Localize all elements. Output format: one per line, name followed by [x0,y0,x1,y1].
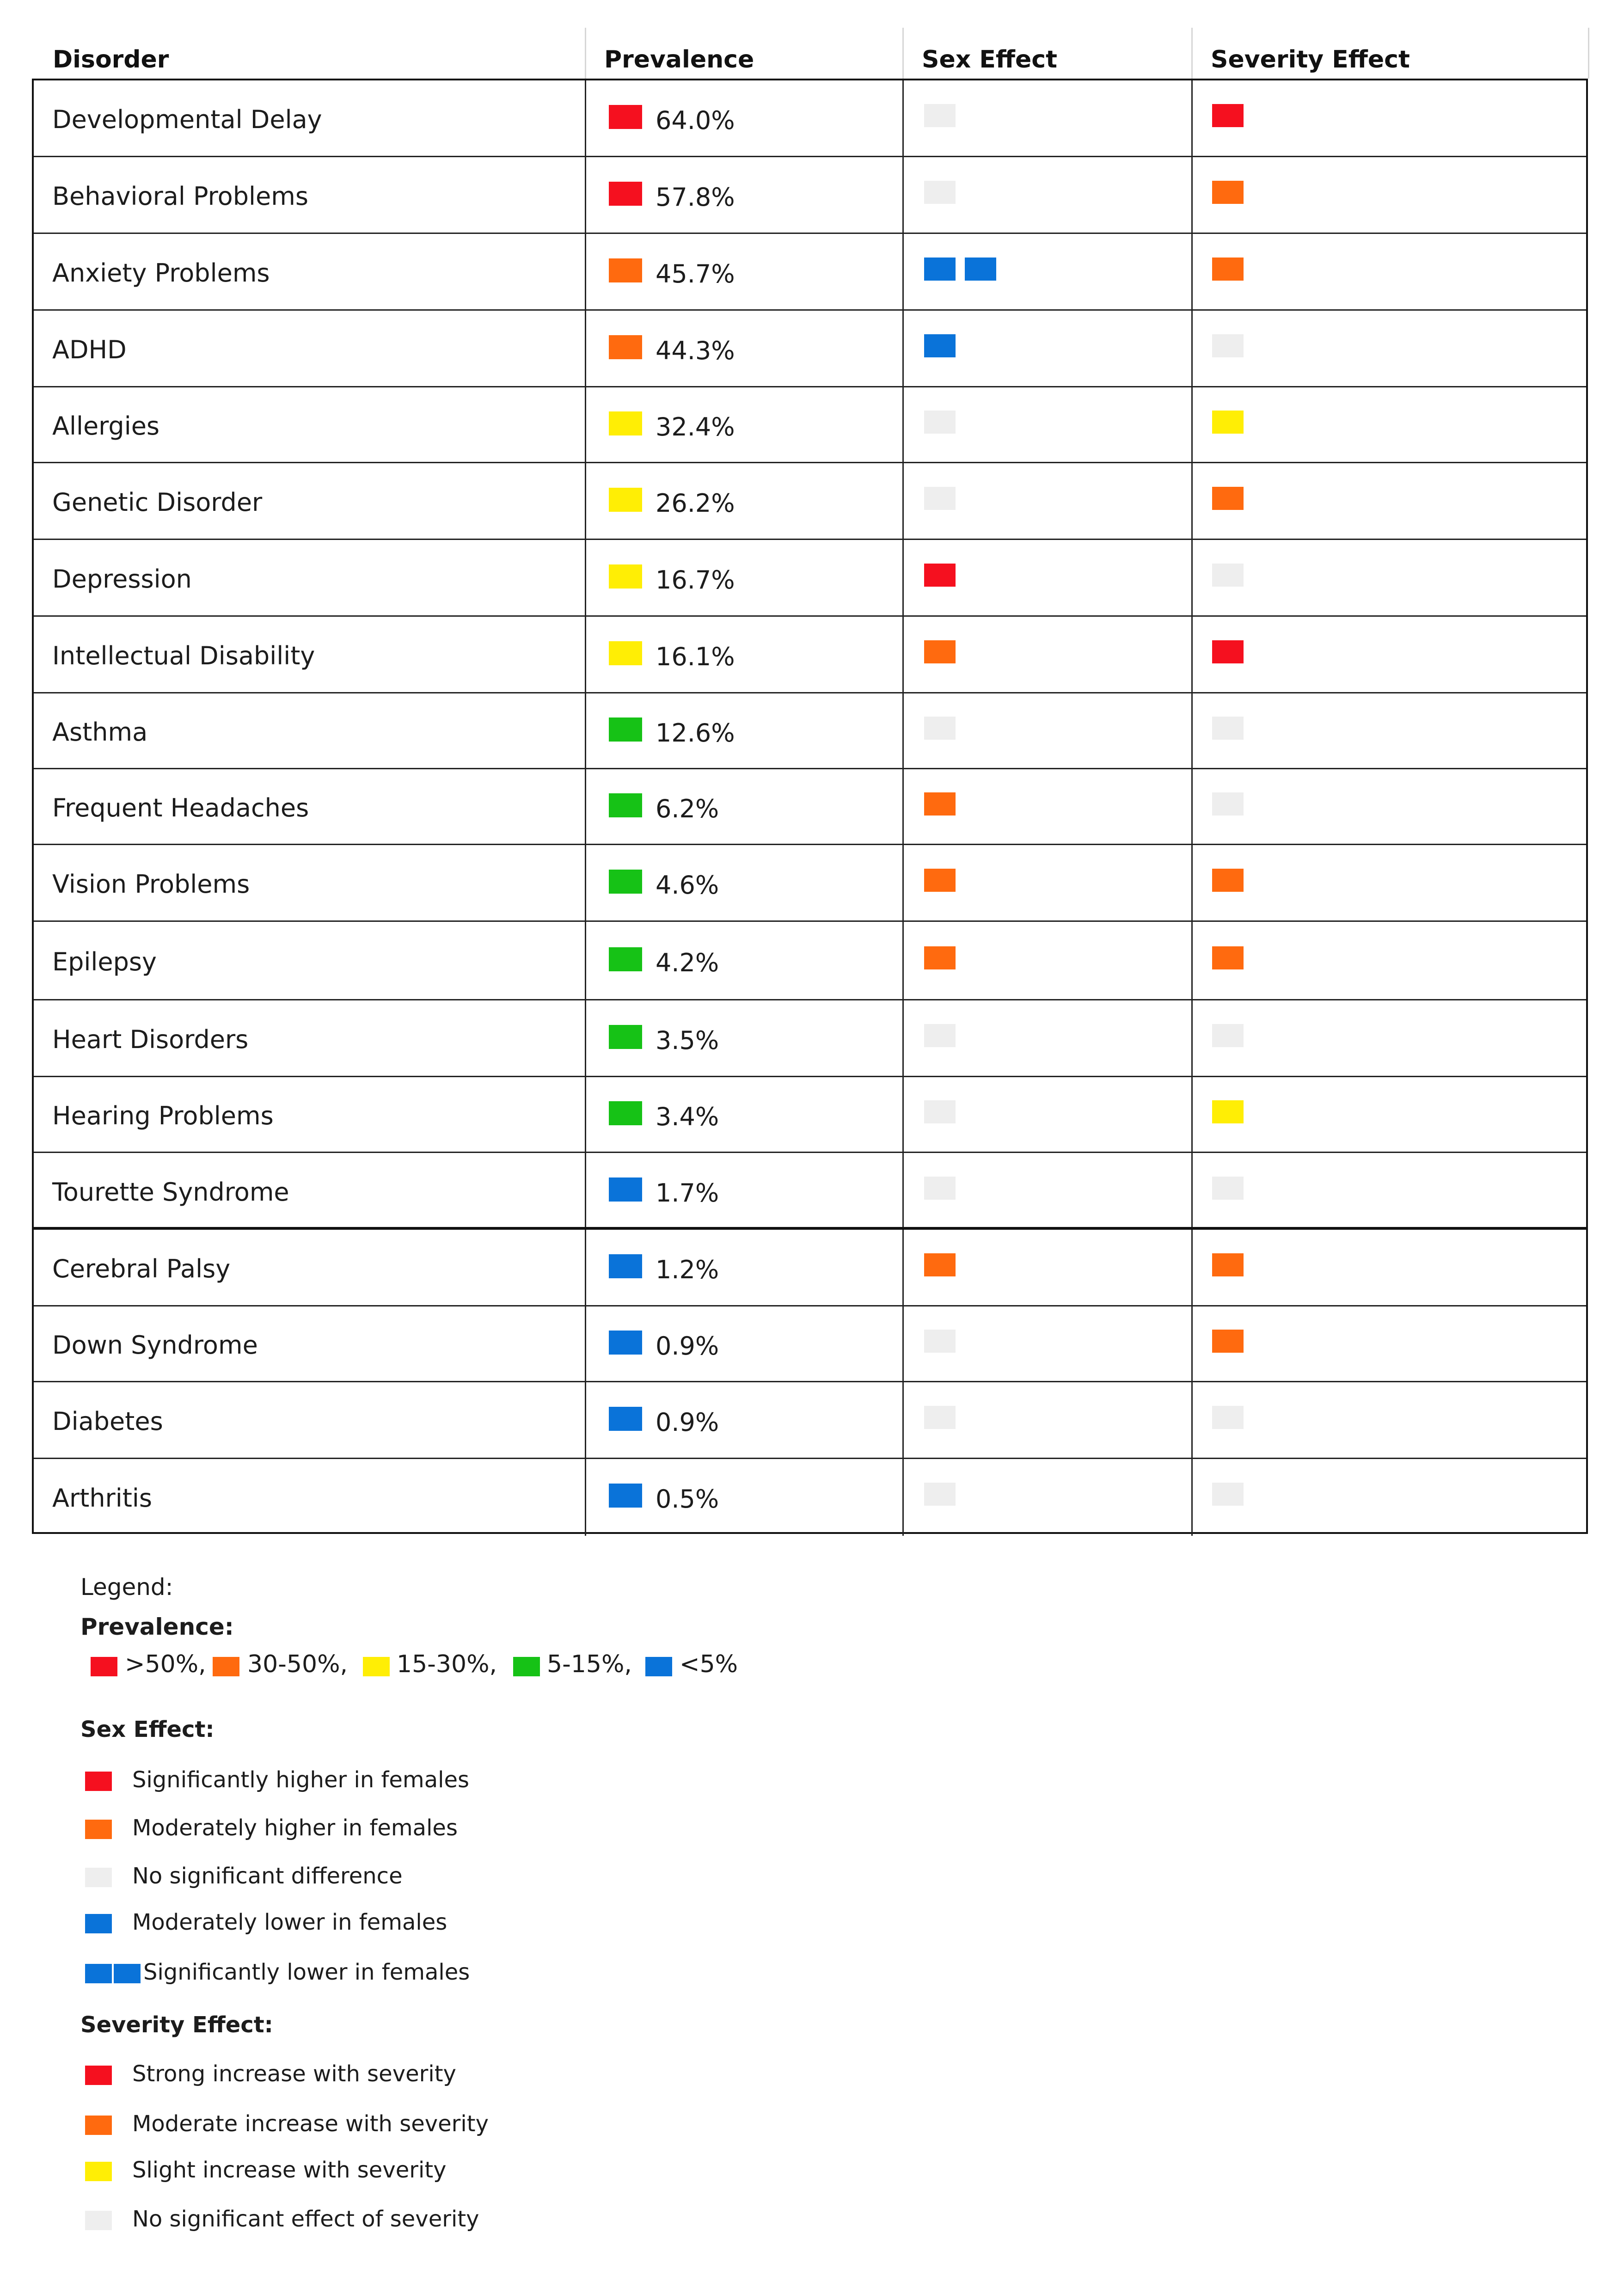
column-divider [585,769,586,844]
column-divider [902,540,904,615]
sex-effect-swatch [924,1024,956,1047]
severity-effect-swatch [1212,1406,1244,1429]
prevalence-swatch [609,1025,642,1049]
column-divider [585,693,586,768]
header-divider [1588,28,1589,79]
table-row [34,80,1586,157]
header-divider [1191,28,1193,79]
column-divider [1191,1153,1193,1227]
prevalence-value: 57.8% [656,183,735,212]
sex-effect-swatch [924,564,956,587]
severity-effect-swatch [1212,869,1244,892]
prevalence-swatch [609,641,642,665]
disorder-table [32,79,1588,1534]
disorder-name: Intellectual Disability [52,641,315,670]
prevalence-swatch [609,105,642,129]
prevalence-value: 4.2% [656,948,719,977]
disorder-name: Down Syndrome [52,1331,258,1360]
severity-effect-swatch [1212,946,1244,969]
severity-effect-swatch [1212,792,1244,816]
severity-effect-legend-swatch [85,2066,112,2085]
sex-effect-swatch [924,1483,956,1506]
prevalence-legend-label: 5-15%, [547,1650,632,1678]
table-row [34,845,1586,922]
column-divider [1191,922,1193,999]
disorder-name: Genetic Disorder [52,488,263,517]
column-divider [1191,1077,1193,1152]
sex-effect-swatch [924,1330,956,1353]
prevalence-swatch [609,335,642,359]
sex-effect-legend-swatch [85,1868,112,1887]
severity-effect-swatch [1212,640,1244,663]
severity-effect-swatch [1212,181,1244,204]
prevalence-swatch [609,1331,642,1355]
column-divider [1191,540,1193,615]
column-divider [902,1459,904,1536]
column-divider [902,463,904,539]
prevalence-legend-label: <5% [680,1650,738,1678]
column-divider [1191,1306,1193,1381]
prevalence-value: 16.7% [656,565,735,595]
column-divider [585,311,586,386]
prevalence-value: 0.9% [656,1408,719,1437]
column-divider [902,1077,904,1152]
column-divider [585,1459,586,1536]
prevalence-swatch [609,564,642,589]
prevalence-value: 64.0% [656,106,735,135]
column-divider [1191,311,1193,386]
table-row [34,617,1586,693]
prevalence-swatch [609,488,642,512]
column-divider [585,1000,586,1076]
severity-effect-swatch [1212,487,1244,510]
severity-effect-legend-swatch [85,2162,112,2181]
sex-effect-legend-heading: Sex Effect: [80,1717,214,1742]
column-divider [585,540,586,615]
disorder-name: Developmental Delay [52,105,322,134]
table-row [34,387,1586,463]
table-row [34,1230,1586,1306]
prevalence-value: 3.5% [656,1026,719,1055]
legend-title: Legend: [80,1574,173,1601]
disorder-name: Cerebral Palsy [52,1254,231,1283]
severity-effect-legend-heading: Severity Effect: [80,2012,273,2038]
sex-effect-swatch [924,487,956,510]
table-row [34,769,1586,845]
table-row [34,540,1586,617]
prevalence-legend-swatch [645,1657,672,1676]
prevalence-legend-heading: Prevalence: [80,1613,234,1640]
table-row [34,1459,1586,1536]
sex-effect-swatch [924,181,956,204]
disorder-name: Frequent Headaches [52,793,309,822]
severity-effect-legend-swatch [85,2211,112,2230]
column-divider [585,1077,586,1152]
sex-effect-swatch [924,717,956,740]
column-divider [1191,769,1193,844]
prevalence-swatch [609,717,642,742]
table-row [34,463,1586,540]
prevalence-swatch [609,793,642,817]
prevalence-legend-swatch [213,1657,239,1676]
column-divider [585,1153,586,1227]
column-divider [1191,845,1193,920]
sex-effect-legend-swatch [85,1820,112,1839]
column-divider [902,387,904,462]
table-row [34,234,1586,311]
severity-effect-swatch [1212,717,1244,740]
severity-effect-swatch [1212,1330,1244,1353]
prevalence-value: 26.2% [656,489,735,518]
column-divider [902,617,904,692]
column-divider [902,311,904,386]
sex-effect-swatch [924,104,956,127]
prevalence-legend-swatch [91,1657,117,1676]
disorder-name: Heart Disorders [52,1025,249,1054]
sex-effect-legend-swatch [85,1772,112,1791]
prevalence-value: 0.9% [656,1331,719,1361]
severity-effect-swatch [1212,104,1244,127]
sex-effect-swatch [924,411,956,434]
table-row [34,311,1586,387]
disorder-name: Behavioral Problems [52,182,308,211]
column-divider [902,1382,904,1458]
severity-effect-swatch [1212,411,1244,434]
prevalence-value: 1.2% [656,1255,719,1284]
column-divider [1191,463,1193,539]
severity-effect-legend-label: Moderate increase with severity [132,2111,489,2137]
column-divider [1191,234,1193,309]
sex-effect-legend-label: Significantly lower in females [143,1959,470,1985]
severity-effect-legend-swatch [85,2116,112,2135]
sex-effect-swatch [924,792,956,816]
disorder-name: Asthma [52,717,148,747]
severity-effect-swatch [1212,1100,1244,1123]
severity-effect-swatch [1212,334,1244,357]
column-divider [585,80,586,156]
column-divider [585,157,586,233]
column-divider [585,234,586,309]
sex-effect-legend-label: No significant difference [132,1863,403,1889]
severity-effect-swatch [1212,1253,1244,1276]
sex-effect-swatch [924,869,956,892]
sex-effect-swatch [924,640,956,663]
sex-effect-legend-label: Moderately lower in females [132,1909,447,1935]
prevalence-swatch [609,870,642,894]
disorder-name: Depression [52,564,192,594]
column-divider [902,1000,904,1076]
prevalence-swatch [609,1484,642,1508]
disorder-name: Anxiety Problems [52,258,270,288]
column-divider [1191,1382,1193,1458]
sex-effect-legend-label: Significantly higher in females [132,1767,469,1793]
column-divider [1191,157,1193,233]
sex-effect-legend-swatch [85,1964,112,1983]
severity-effect-swatch [1212,258,1244,281]
column-divider [1191,693,1193,768]
prevalence-swatch [609,1177,642,1202]
column-divider [585,463,586,539]
sex-effect-swatch [924,258,956,281]
column-divider [585,922,586,999]
column-header: Sex Effect [922,46,1057,74]
column-divider [902,1153,904,1227]
table-row [34,1153,1586,1230]
severity-effect-legend-label: Slight increase with severity [132,2157,447,2183]
sex-effect-swatch [924,946,956,969]
table-header [32,25,1588,79]
prevalence-value: 1.7% [656,1178,719,1208]
severity-effect-swatch [1212,1024,1244,1047]
column-divider [1191,80,1193,156]
prevalence-swatch [609,411,642,435]
severity-effect-swatch [1212,564,1244,587]
disorder-name: Tourette Syndrome [52,1177,289,1207]
column-divider [902,234,904,309]
prevalence-legend-label: 30-50%, [247,1650,348,1678]
column-divider [902,922,904,999]
header-divider [902,28,904,79]
column-divider [1191,1230,1193,1305]
table-row [34,1382,1586,1459]
table-row [34,1000,1586,1077]
prevalence-value: 16.1% [656,642,735,671]
column-divider [585,1382,586,1458]
sex-effect-swatch [924,334,956,357]
disorder-name: Allergies [52,411,160,441]
prevalence-value: 12.6% [656,718,735,748]
sex-effect-legend-label: Moderately higher in females [132,1815,458,1841]
prevalence-value: 32.4% [656,412,735,442]
column-divider [1191,1459,1193,1536]
prevalence-value: 3.4% [656,1102,719,1131]
column-divider [902,769,904,844]
column-divider [902,157,904,233]
table-row [34,157,1586,234]
prevalence-swatch [609,947,642,971]
column-header: Prevalence [604,46,754,74]
table-row [34,693,1586,769]
table-row [34,1077,1586,1153]
sex-effect-legend-swatch [114,1964,141,1983]
prevalence-legend-swatch [363,1657,390,1676]
prevalence-legend-label: >50%, [125,1650,206,1678]
severity-effect-legend-label: No significant effect of severity [132,2206,479,2232]
column-divider [585,845,586,920]
disorder-name: Diabetes [52,1407,163,1436]
disorder-name: Arthritis [52,1484,153,1513]
column-divider [902,80,904,156]
sex-effect-swatch [924,1100,956,1123]
prevalence-value: 4.6% [656,871,719,900]
prevalence-swatch [609,182,642,206]
prevalence-value: 45.7% [656,259,735,288]
prevalence-value: 6.2% [656,794,719,823]
column-divider [902,1230,904,1305]
sex-effect-swatch [965,258,996,281]
column-divider [585,387,586,462]
sex-effect-swatch [924,1177,956,1200]
column-divider [1191,1000,1193,1076]
sex-effect-swatch [924,1253,956,1276]
prevalence-swatch [609,1101,642,1125]
prevalence-legend-swatch [513,1657,540,1676]
column-divider [585,1306,586,1381]
severity-effect-legend-label: Strong increase with severity [132,2061,456,2087]
column-divider [1191,387,1193,462]
disorder-name: Hearing Problems [52,1101,274,1130]
column-divider [585,617,586,692]
prevalence-value: 0.5% [656,1484,719,1514]
column-divider [902,693,904,768]
table-row [34,922,1586,1000]
severity-effect-swatch [1212,1177,1244,1200]
prevalence-legend-label: 15-30%, [397,1650,497,1678]
disorder-name: Epilepsy [52,947,157,976]
column-divider [585,1230,586,1305]
column-header: Severity Effect [1211,46,1410,74]
prevalence-value: 44.3% [656,336,735,365]
disorder-name: ADHD [52,335,127,364]
table-row [34,1306,1586,1382]
disorder-name: Vision Problems [52,870,250,899]
severity-effect-swatch [1212,1483,1244,1506]
header-divider [585,28,586,79]
sex-effect-legend-swatch [85,1914,112,1933]
prevalence-swatch [609,1254,642,1278]
prevalence-swatch [609,1407,642,1431]
column-header: Disorder [53,46,169,74]
column-divider [902,1306,904,1381]
column-divider [902,845,904,920]
column-divider [1191,617,1193,692]
prevalence-swatch [609,258,642,282]
sex-effect-swatch [924,1406,956,1429]
